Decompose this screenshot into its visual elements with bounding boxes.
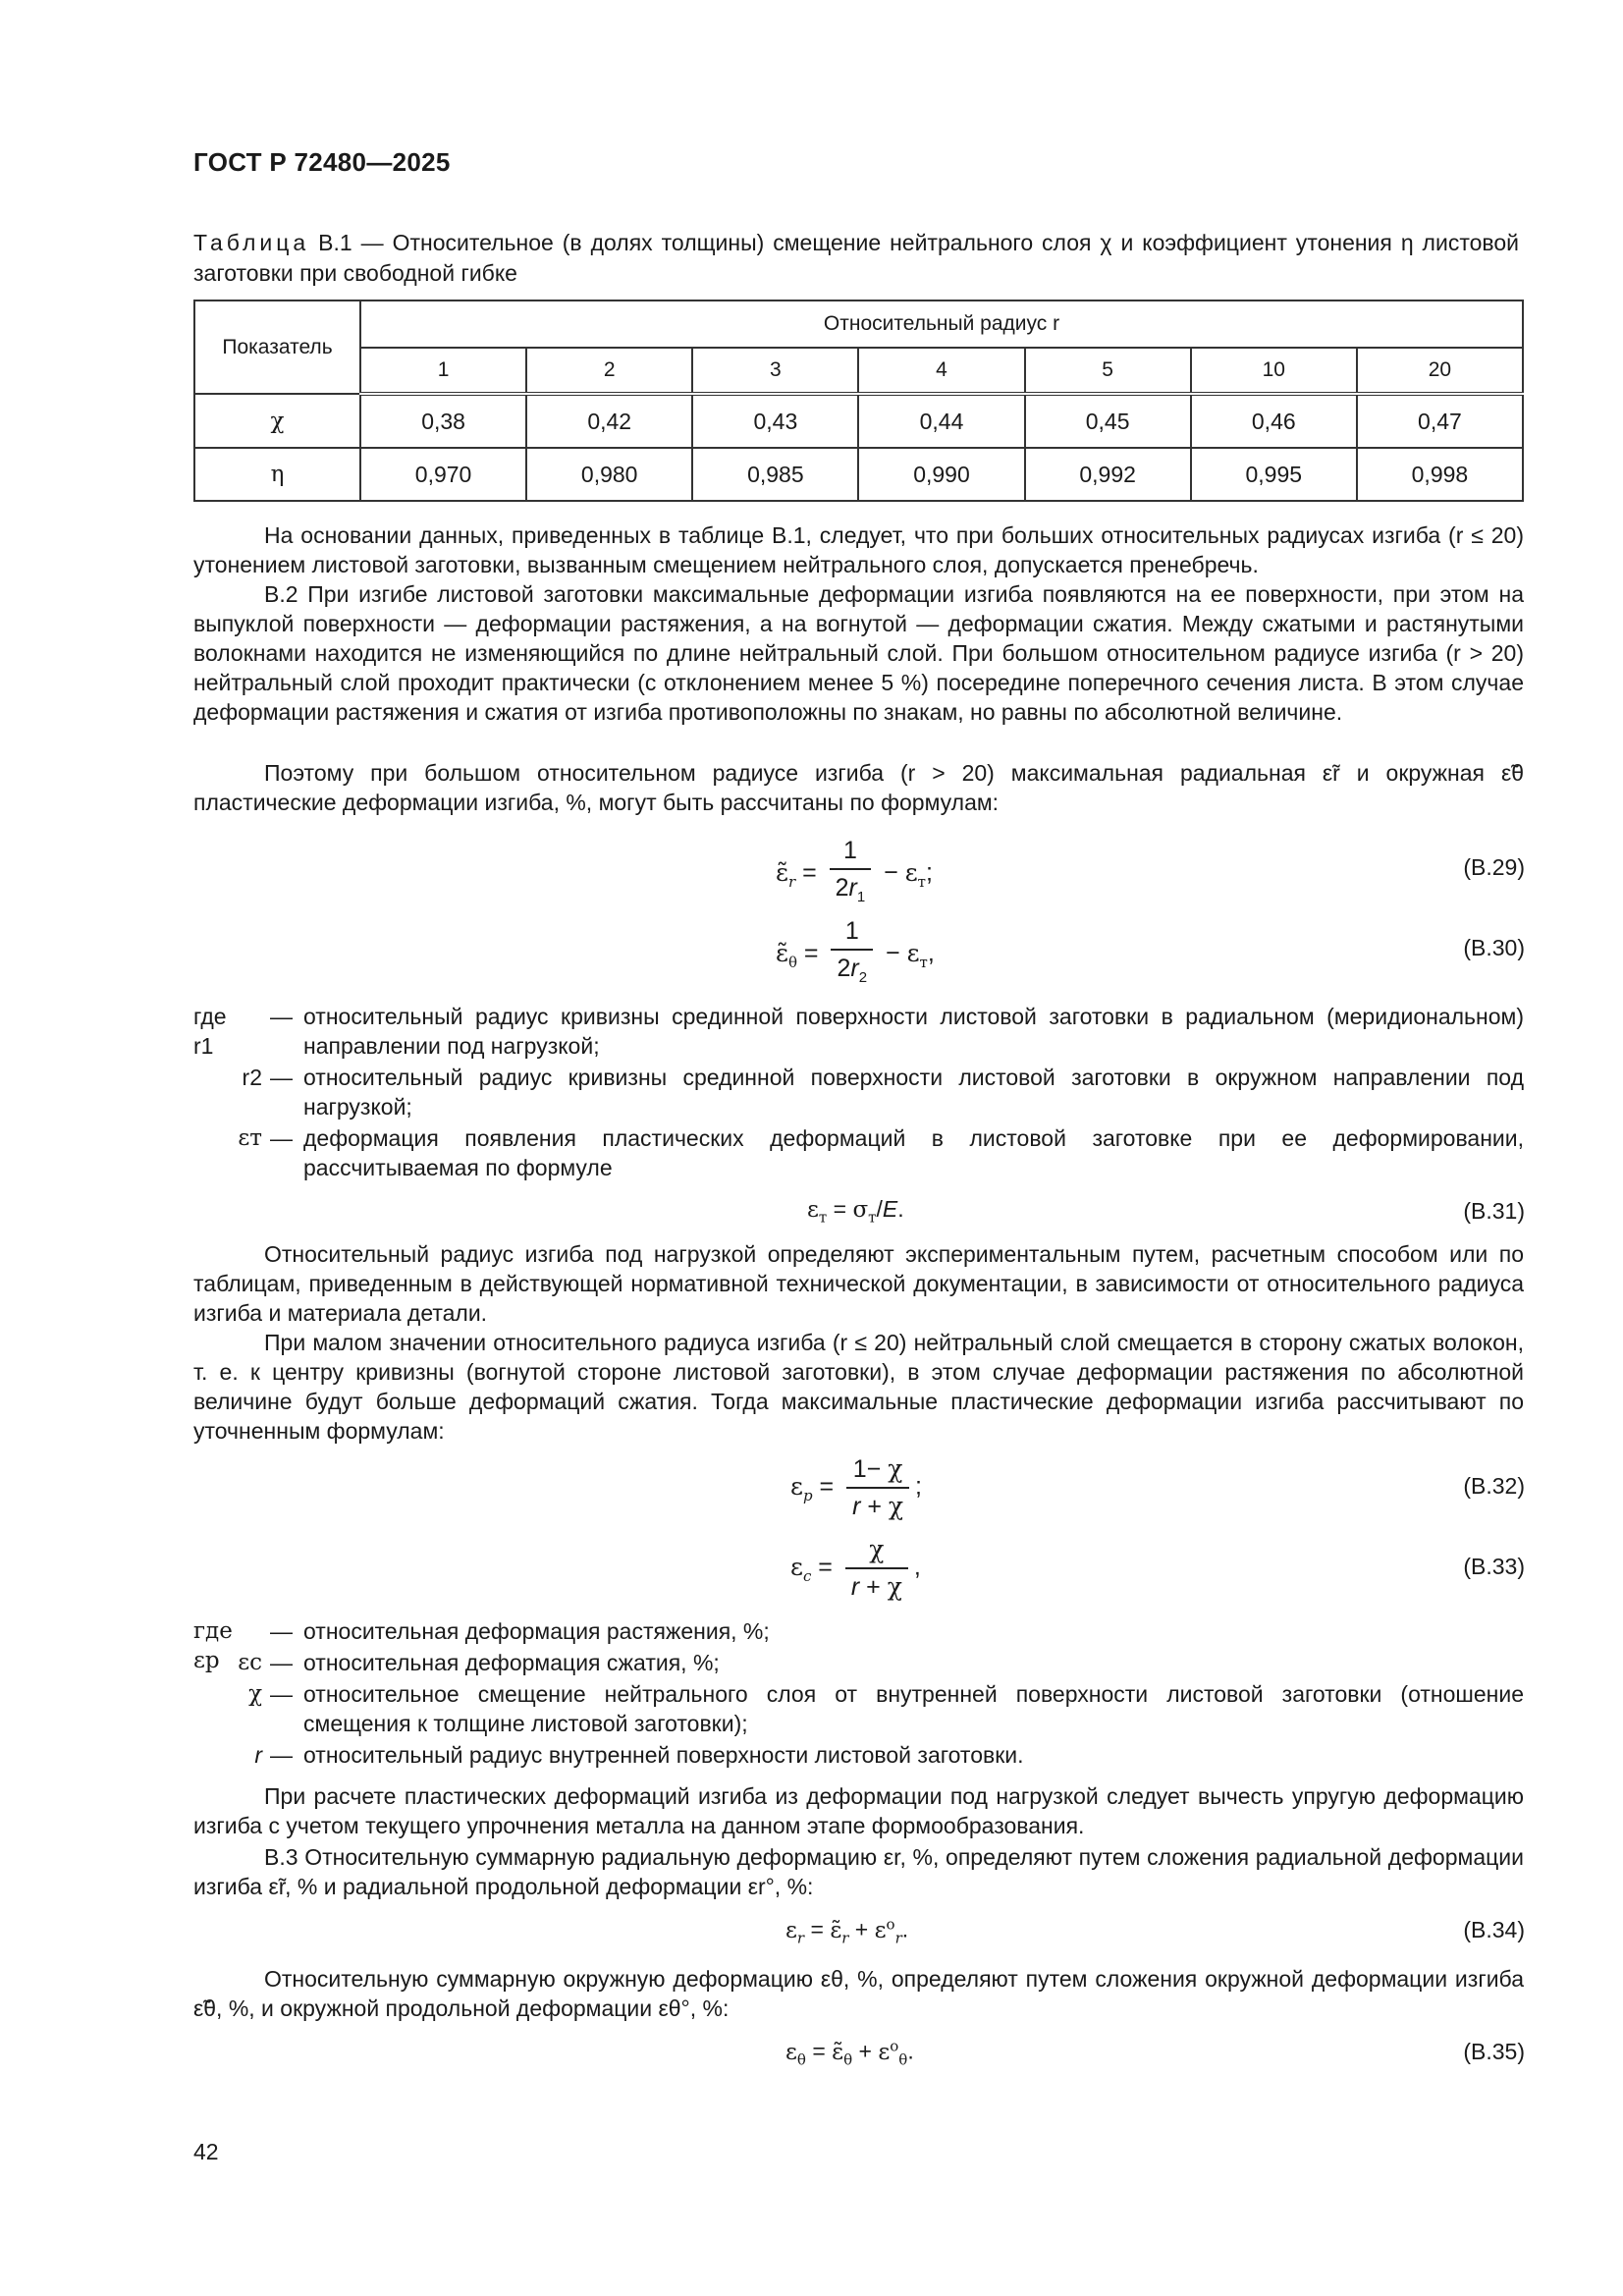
definition-symbol: εc xyxy=(238,1650,262,1675)
document-header: ГОСТ Р 72480—2025 xyxy=(193,147,451,177)
paragraph: На основании данных, приведенных в таблице В.1, следует, что при больших относительных радиусах изгиба (r ≤ 20) утонением листовой заготовки, вызванным смещением нейтрального слоя, допускается пренебречь. xyxy=(193,522,1524,577)
definition-symbol: r2 xyxy=(242,1065,262,1090)
paragraph: В.3 Относительную суммарную радиальную деформацию εr, %, определяют путем сложения радиальной деформации изгиба ε̃r, % и радиальной продольной деформации εr°, %: xyxy=(193,1844,1524,1899)
table-cell: 0,47 xyxy=(1357,394,1523,448)
paragraph: В.2 При изгибе листовой заготовки максимальные деформации изгиба появляются на ее поверхности, при этом на выпуклой поверхности — деформации растяжения, а на вогнутой — деформации сжатия. Между сжатыми и растянутыми волокнами находится не изменяющийся по длине нейтральный слой. При большом относительном радиусе изгиба (r > 20) нейтральный слой проходит практически (с отклонением менее 5 %) посередине поперечного сечения листа. В этом случае деформации растяжения и сжатия от изгиба противоположны по знакам, но равны по абсолютной величине. xyxy=(193,581,1524,725)
table-cell: 0,44 xyxy=(858,394,1024,448)
definition-item: где εp — относительная деформация растяжения, %; xyxy=(193,1616,1524,1646)
table-col-header: 3 xyxy=(692,348,858,394)
formula-b30: $\varepsiloñ_\theta$ = $\frac{1}{2r_2}$ − $\varepsilon_т$, xyxy=(776,913,935,996)
equation-number: (В.32) xyxy=(1463,1473,1525,1499)
formula-b32: $\varepsilon_p$ = $\frac{1- \chi}{r + \chi}$ ; xyxy=(790,1451,922,1524)
table-caption xyxy=(193,228,1519,289)
paragraph: При малом значении относительного радиуса изгиба (r ≤ 20) нейтральный слой смещается в сторону сжатых волокон, т. е. к центру кривизны (вогнутой стороне листовой заготовки), в этом случае деформации растяжения по абсолютной величине будут больше деформаций сжатия. Тогда максимальные пластические деформации изгиба рассчитывают по уточненным формулам: xyxy=(193,1330,1524,1444)
definition-text: деформация появления пластических деформаций в листовой заготовке при ее деформировании, рассчитываемая по формуле xyxy=(303,1125,1524,1180)
table-cell: 0,42 xyxy=(526,394,692,448)
table-cell: 0,995 xyxy=(1191,448,1357,501)
table-row-header: Показатель xyxy=(194,301,360,394)
page-number: 42 xyxy=(193,2139,219,2164)
definition-text: относительный радиус кривизны срединной поверхности листовой заготовки в радиальном (меридиональном) направлении под нагрузкой; xyxy=(303,1004,1524,1059)
table-col-header: 20 xyxy=(1357,348,1523,394)
table-col-header: 2 xyxy=(526,348,692,394)
table-col-header: 5 xyxy=(1025,348,1191,394)
table-group-header: Относительный радиус r xyxy=(360,301,1523,348)
definition-item: где r1 — относительный радиус кривизны срединной поверхности листовой заготовки в радиальном (меридиональном) направлении под нагрузкой; xyxy=(193,1004,1524,1059)
equation-number: (В.35) xyxy=(1463,2039,1525,2064)
table-col-header: 10 xyxy=(1191,348,1357,394)
formula-b29: $\varepsiloñ_r$ = $\frac{1}{2r_1}$ − $\varepsilon_т$; xyxy=(776,833,933,915)
definition-symbol: χ xyxy=(248,1681,262,1707)
table-col-header: 1 xyxy=(360,348,526,394)
table-cell: 0,43 xyxy=(692,394,858,448)
table-cell: 0,998 xyxy=(1357,448,1523,501)
definition-text: относительная деформация растяжения, %; xyxy=(303,1618,770,1644)
equation-number: (В.34) xyxy=(1463,1917,1525,1942)
equation-number: (В.33) xyxy=(1463,1554,1525,1579)
paragraph: Относительный радиус изгиба под нагрузкой определяют экспериментальным путем, расчетным способом или по таблицам, приведенным в действующей нормативной технической документации, в зависимости от относительного радиуса изгиба и материала детали. xyxy=(193,1241,1524,1326)
table-row xyxy=(194,394,1523,448)
definition-item: εт — деформация появления пластических деформаций в листовой заготовке при ее деформировании, рассчитываемая по формуле xyxy=(193,1123,1524,1182)
table-caption-text: В.1 — Относительное (в долях толщины) смещение нейтрального слоя χ и коэффициент утонения η листовой заготовки при свободной гибке xyxy=(193,230,1519,286)
formula-b34: $\varepsilon_r$ = $\varepsiloñ_r + \varepsilon^o_r$. xyxy=(785,1915,909,1947)
equation-number: (В.29) xyxy=(1463,854,1525,880)
definition-text: относительный радиус кривизны срединной поверхности листовой заготовки в окружном направлении под нагрузкой; xyxy=(303,1065,1524,1120)
formula-b31: $\varepsilon_т = \sigma_т/E$. xyxy=(807,1196,904,1227)
definition-text: относительное смещение нейтрального слоя от внутренней поверхности листовой заготовки (отношение смещения к толщине листовой заготовки); xyxy=(303,1681,1524,1736)
table-cell: 0,990 xyxy=(858,448,1024,501)
table-col-header: 4 xyxy=(858,348,1024,394)
table-cell: 0,38 xyxy=(360,394,526,448)
paragraph: Поэтому при большом относительном радиусе изгиба (r > 20) максимальная радиальная ε̃r и окружная ε̃θ пластические деформации изгиба, %, могут быть рассчитаны по формулам: xyxy=(193,760,1524,815)
definition-item: r2 — относительный радиус кривизны срединной поверхности листовой заготовки в окружном направлении под нагрузкой; xyxy=(193,1063,1524,1121)
table-cell: 0,46 xyxy=(1191,394,1357,448)
table-caption-label: Таблица xyxy=(193,230,310,255)
definition-item: r — относительный радиус внутренней поверхности листовой заготовки. xyxy=(193,1740,1524,1770)
table-cell: 0,985 xyxy=(692,448,858,501)
definition-symbol: где εp xyxy=(193,1618,233,1673)
data-table xyxy=(193,300,1524,502)
definition-text: относительная деформация сжатия, %; xyxy=(303,1650,720,1675)
formula-b35: $\varepsilon_\theta$ = $\varepsiloñ_\theta + \varepsilon^o_\theta$. xyxy=(785,2037,914,2069)
table-row xyxy=(194,448,1523,501)
definition-item: χ — относительное смещение нейтрального слоя от внутренней поверхности листовой заготовки (отношение смещения к толщине листовой заготовки); xyxy=(193,1679,1524,1738)
table-cell: 0,45 xyxy=(1025,394,1191,448)
paragraph: Относительную суммарную окружную деформацию εθ, %, определяют путем сложения окружной деформации изгиба ε̃θ, %, и окружной продольной деформации εθ°, %: xyxy=(193,1966,1524,2021)
formula-b33: $\varepsilon_c$ = $\frac{\chi}{r + \chi}$ , xyxy=(790,1532,921,1605)
equation-number: (В.31) xyxy=(1463,1198,1525,1224)
definition-symbol: εт xyxy=(238,1125,262,1151)
equation-number: (В.30) xyxy=(1463,935,1525,960)
definition-item: εc — относительная деформация сжатия, %; xyxy=(193,1648,1524,1677)
table-cell: 0,970 xyxy=(360,448,526,501)
definition-text: относительный радиус внутренней поверхности листовой заготовки. xyxy=(303,1742,1024,1768)
table-row-label: χ xyxy=(194,394,360,448)
definition-symbol: r xyxy=(254,1742,262,1768)
paragraph: При расчете пластических деформаций изгиба из деформации под нагрузкой следует вычесть упругую деформацию изгиба с учетом текущего упрочнения металла на данном этапе формообразования. xyxy=(193,1783,1524,1838)
table-cell: 0,992 xyxy=(1025,448,1191,501)
table-cell: 0,980 xyxy=(526,448,692,501)
definition-symbol: где r1 xyxy=(193,1004,227,1059)
table-row-label: η xyxy=(194,448,360,501)
